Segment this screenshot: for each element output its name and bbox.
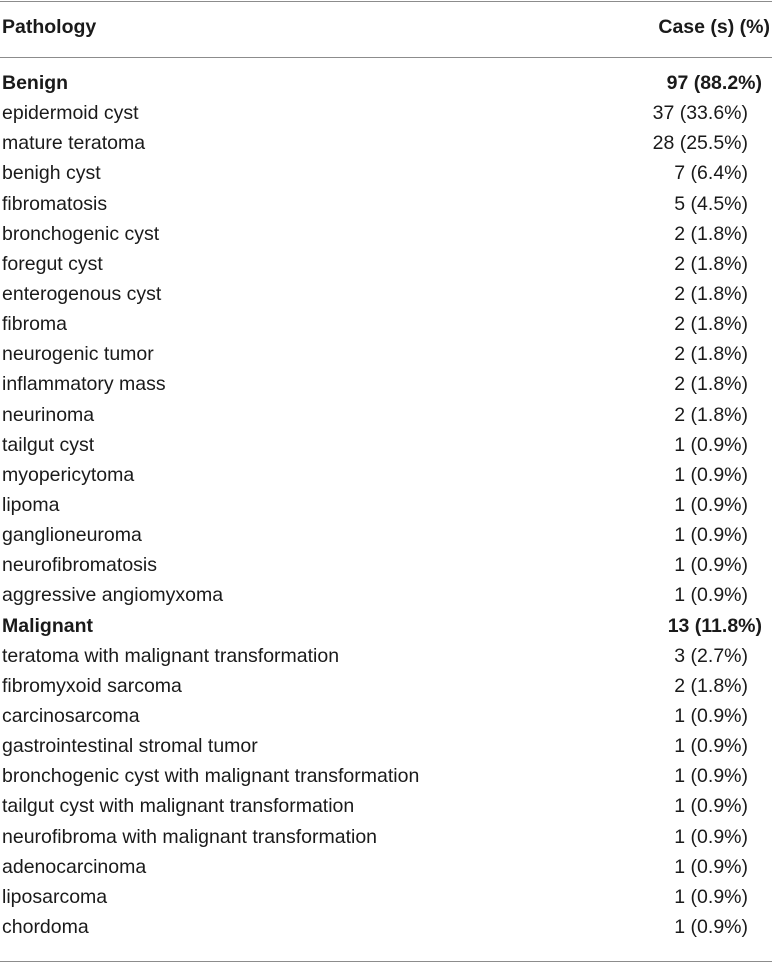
case-count: 1 (0.9%) <box>674 885 748 908</box>
case-count: 1 (0.9%) <box>674 765 748 788</box>
group-value: 13 (11.8%) <box>667 614 762 637</box>
table-row <box>0 430 772 460</box>
table-row <box>0 158 772 188</box>
table-row <box>0 279 772 309</box>
case-count: 3 (2.7%) <box>674 644 748 667</box>
pathology-name: tailgut cyst <box>2 433 95 456</box>
header-cases: Case (s) (%) <box>658 16 770 38</box>
case-count: 2 (1.8%) <box>674 282 748 305</box>
case-count: 7 (6.4%) <box>674 162 748 185</box>
table-top-rule <box>0 1 772 2</box>
table-row <box>0 671 772 701</box>
pathology-name: fibromatosis <box>2 192 108 215</box>
pathology-name: myopericytoma <box>2 463 135 486</box>
table-bottom-rule <box>0 961 772 962</box>
header-pathology: Pathology <box>2 16 97 38</box>
pathology-name: neurogenic tumor <box>2 343 154 366</box>
case-count: 1 (0.9%) <box>674 433 748 456</box>
group-value: 97 (88.2%) <box>666 72 762 94</box>
table-row <box>0 309 772 339</box>
table-row <box>0 339 772 369</box>
pathology-name: inflammatory mass <box>2 373 166 396</box>
pathology-name: mature teratoma <box>2 132 146 155</box>
table-body <box>0 68 772 942</box>
case-count: 2 (1.8%) <box>674 313 748 336</box>
table-row <box>0 791 772 821</box>
case-count: 2 (1.8%) <box>674 373 748 396</box>
case-count: 1 (0.9%) <box>674 915 748 938</box>
pathology-name: lipoma <box>2 493 60 516</box>
case-count: 1 (0.9%) <box>674 524 748 547</box>
table-row <box>0 490 772 520</box>
case-count: 2 (1.8%) <box>674 343 748 366</box>
table-row <box>0 460 772 490</box>
table-row <box>0 128 772 158</box>
pathology-name: bronchogenic cyst with malignant transformation <box>2 765 420 788</box>
table-row <box>0 219 772 249</box>
table-row <box>0 882 772 912</box>
table-row <box>0 852 772 882</box>
pathology-name: teratoma with malignant transformation <box>2 644 340 667</box>
case-count: 37 (33.6%) <box>652 102 748 125</box>
table-row <box>0 98 772 128</box>
pathology-name: foregut cyst <box>2 252 103 275</box>
pathology-name: adenocarcinoma <box>2 855 147 878</box>
pathology-name: neurofibromatosis <box>2 554 157 577</box>
pathology-name: gastrointestinal stromal tumor <box>2 735 258 758</box>
case-count: 1 (0.9%) <box>674 463 748 486</box>
pathology-name: chordoma <box>2 915 89 938</box>
pathology-name: neurinoma <box>2 403 95 426</box>
table-row <box>0 641 772 671</box>
group-name: Benign <box>2 72 69 94</box>
table-row <box>0 189 772 219</box>
case-count: 2 (1.8%) <box>674 674 748 697</box>
pathology-name: aggressive angiomyxoma <box>2 584 224 607</box>
case-count: 2 (1.8%) <box>674 403 748 426</box>
case-count: 1 (0.9%) <box>674 704 748 727</box>
group-name: Malignant <box>2 614 93 637</box>
pathology-name: liposarcoma <box>2 885 108 908</box>
case-count: 1 (0.9%) <box>674 795 748 818</box>
table-row <box>0 731 772 761</box>
table-row <box>0 550 772 580</box>
table-row <box>0 701 772 731</box>
table-row <box>0 822 772 852</box>
table-header <box>0 12 772 46</box>
pathology-name: epidermoid cyst <box>2 102 139 125</box>
case-count: 2 (1.8%) <box>674 252 748 275</box>
table-row <box>0 520 772 550</box>
table-header-rule <box>0 57 772 58</box>
pathology-name: bronchogenic cyst <box>2 222 160 245</box>
case-count: 1 (0.9%) <box>674 825 748 848</box>
group-row-benign <box>0 68 772 98</box>
pathology-name: benigh cyst <box>2 162 101 185</box>
pathology-name: enterogenous cyst <box>2 282 162 305</box>
pathology-name: ganglioneuroma <box>2 524 142 547</box>
case-count: 2 (1.8%) <box>674 222 748 245</box>
case-count: 1 (0.9%) <box>674 493 748 516</box>
table-row <box>0 249 772 279</box>
table-row <box>0 580 772 610</box>
case-count: 28 (25.5%) <box>652 132 748 155</box>
pathology-name: neurofibroma with malignant transformation <box>2 825 378 848</box>
pathology-name: fibromyxoid sarcoma <box>2 674 182 697</box>
pathology-name: tailgut cyst with malignant transformation <box>2 795 355 818</box>
case-count: 1 (0.9%) <box>674 584 748 607</box>
case-count: 5 (4.5%) <box>674 192 748 215</box>
case-count: 1 (0.9%) <box>674 855 748 878</box>
table-row <box>0 400 772 430</box>
table-row <box>0 761 772 791</box>
group-row-malignant <box>0 611 772 641</box>
case-count: 1 (0.9%) <box>674 554 748 577</box>
table-row <box>0 912 772 942</box>
table-row <box>0 369 772 399</box>
pathology-name: carcinosarcoma <box>2 704 140 727</box>
case-count: 1 (0.9%) <box>674 735 748 758</box>
pathology-name: fibroma <box>2 313 68 336</box>
